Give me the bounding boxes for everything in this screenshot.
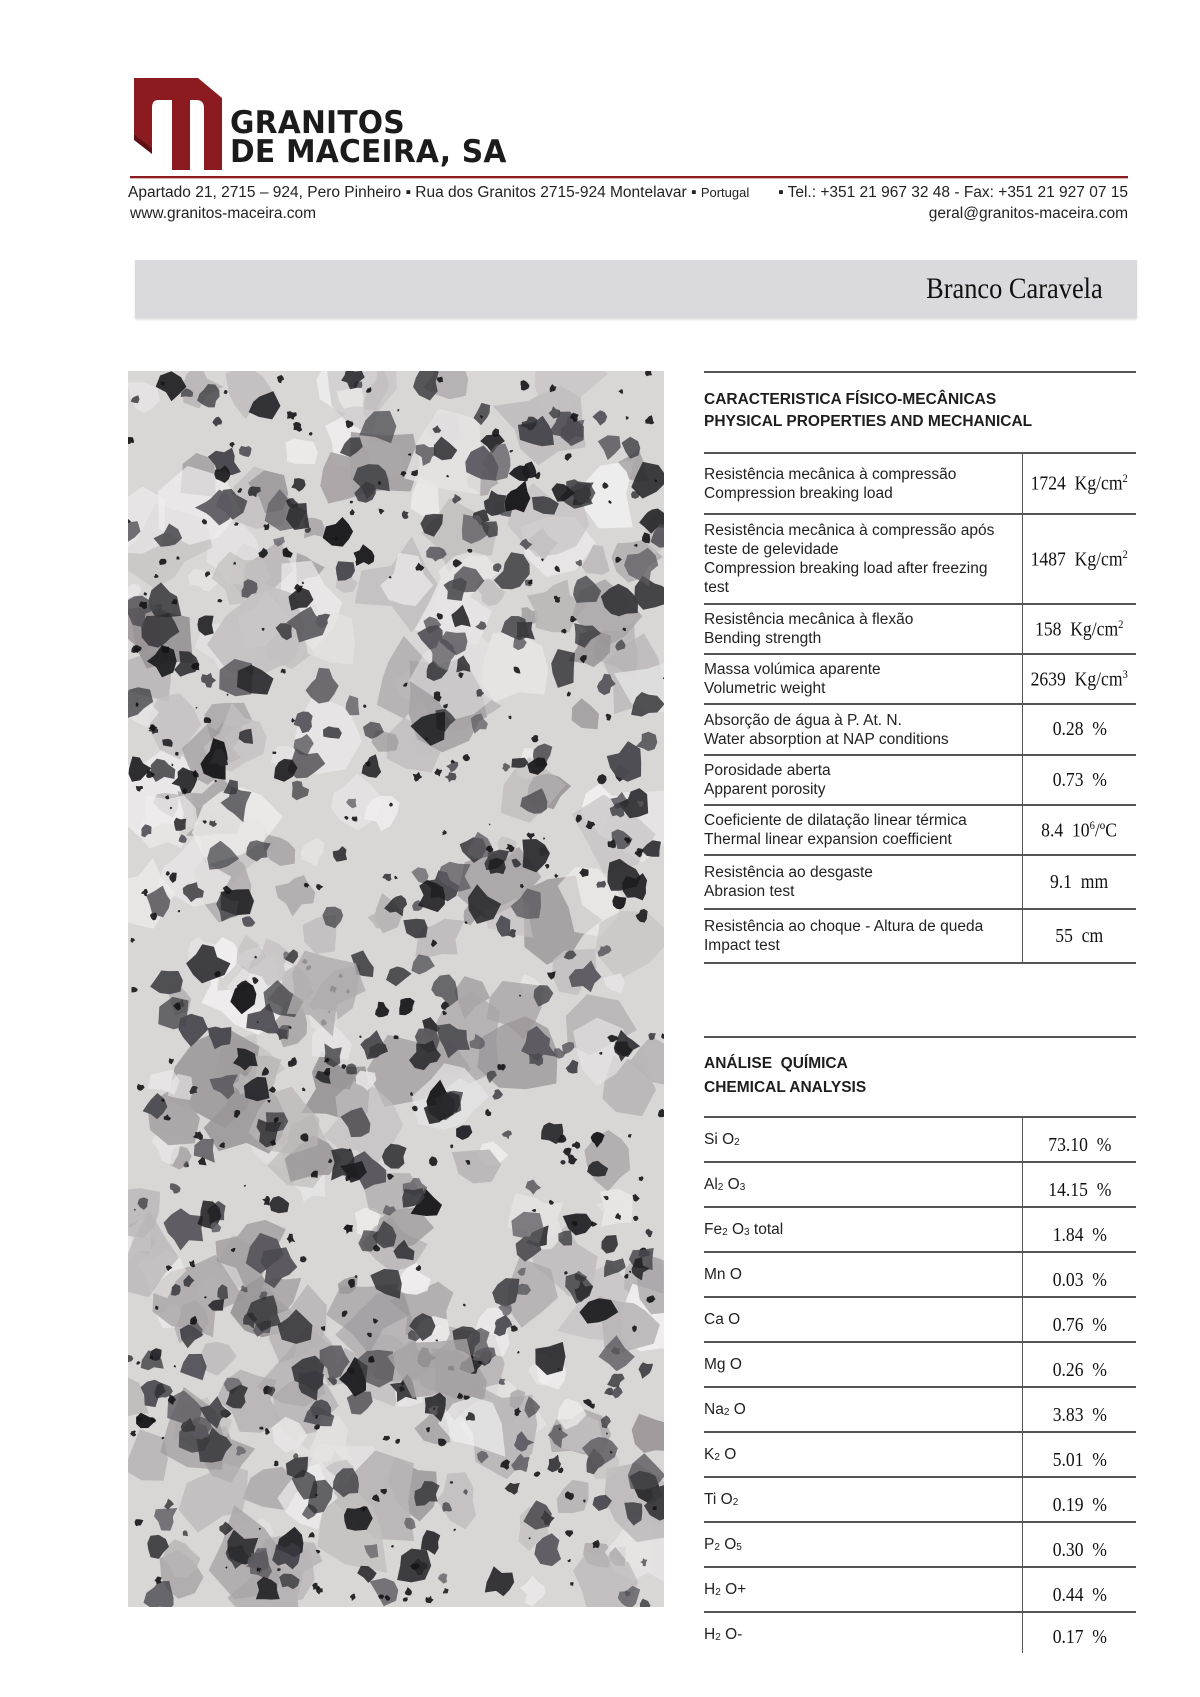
stone-name: Branco Caravela — [926, 272, 1103, 305]
property-value-cell — [1022, 515, 1136, 603]
compound-value: 0.19 — [1052, 1494, 1084, 1516]
compound-label — [704, 1388, 1022, 1431]
compound-part: Al — [704, 1176, 718, 1193]
compound-label — [704, 1568, 1022, 1611]
compound-subscript: 2 — [732, 1497, 739, 1508]
property-label-pt: Resistência mecânica à compressão após teste de gelevidade — [704, 522, 995, 558]
compound-part: O+ — [720, 1581, 747, 1598]
property-row — [704, 705, 1136, 756]
property-unit: Kg/cm — [1074, 668, 1123, 691]
compound-label — [704, 1208, 1022, 1251]
compound-part: O — [719, 1446, 737, 1463]
compound-part: Na — [704, 1401, 724, 1418]
compound-unit: % — [1091, 1404, 1107, 1426]
property-label — [704, 856, 1022, 908]
property-unit-suffix: /ºC — [1095, 819, 1118, 842]
compound-label — [704, 1613, 1022, 1653]
compound-value: 1.84 — [1052, 1224, 1084, 1246]
property-value-cell — [1022, 705, 1136, 754]
property-row — [704, 910, 1136, 964]
physical-heading — [704, 373, 1136, 452]
address: Apartado 21, 2715 – 924, Pero Pinheiro ▪ Rua dos Granitos 2715-924 Montelavar ▪ — [128, 184, 697, 201]
property-label — [704, 806, 1022, 854]
property-label-en: Water absorption at NAP conditions — [704, 730, 949, 748]
property-row — [704, 655, 1136, 705]
compound-value-cell — [1022, 1163, 1136, 1206]
physical-heading-en: PHYSICAL PROPERTIES AND MECHANICAL — [704, 413, 1033, 430]
compound-value: 5.01 — [1052, 1449, 1084, 1471]
compound-unit: % — [1091, 1626, 1107, 1648]
physical-properties-table — [704, 452, 1136, 964]
chemical-row — [704, 1208, 1136, 1253]
compound-value: 0.76 — [1052, 1314, 1084, 1336]
compound-value: 0.30 — [1052, 1539, 1084, 1561]
property-unit: % — [1091, 718, 1107, 740]
compound-unit: % — [1091, 1224, 1107, 1246]
property-label-en: Abrasion test — [704, 883, 795, 900]
compound-value: 73.10 — [1047, 1134, 1088, 1156]
compound-value: 0.26 — [1052, 1359, 1084, 1381]
property-label-pt: Massa volúmica aparente — [704, 661, 881, 678]
property-label — [704, 756, 1022, 804]
compound-unit: % — [1091, 1494, 1107, 1516]
chemical-row — [704, 1118, 1136, 1163]
property-unit: Kg/cm — [1074, 472, 1123, 495]
property-value: 0.73 — [1052, 768, 1084, 791]
email-link[interactable]: geral@granitos-maceira.com — [928, 205, 1128, 222]
property-value: 2639 — [1030, 668, 1067, 691]
property-label-en: Compression breaking load after freezing test — [704, 560, 988, 596]
title-bar — [135, 260, 1137, 318]
company-name — [230, 105, 507, 170]
compound-label — [704, 1478, 1022, 1521]
unit-superscript: 6 — [1090, 817, 1096, 832]
compound-unit: % — [1091, 1314, 1107, 1336]
compound-label — [704, 1118, 1022, 1161]
compound-value: 0.03 — [1052, 1269, 1084, 1291]
chemical-row — [704, 1343, 1136, 1388]
property-value-cell — [1022, 806, 1136, 854]
property-unit: cm — [1081, 924, 1104, 947]
property-row — [704, 515, 1136, 605]
property-unit: Kg/cm — [1074, 548, 1123, 571]
logo-mark-icon — [130, 78, 226, 170]
compound-unit: % — [1096, 1179, 1112, 1201]
property-label-pt: Resistência mecânica à compressão — [704, 465, 957, 483]
compound-value-cell — [1022, 1613, 1136, 1653]
property-label-en: Bending strength — [704, 630, 822, 647]
compound-value-cell — [1022, 1523, 1136, 1566]
property-value-cell — [1022, 605, 1136, 653]
property-label — [704, 705, 1022, 754]
compound-part: Fe — [704, 1221, 723, 1238]
compound-subscript: 5 — [736, 1542, 742, 1553]
compound-label — [704, 1253, 1022, 1296]
property-label — [704, 515, 1022, 603]
property-row — [704, 756, 1136, 806]
compound-subscript: 2 — [714, 1542, 720, 1553]
property-label — [704, 605, 1022, 653]
chemical-row — [704, 1568, 1136, 1613]
granite-texture — [128, 371, 664, 1607]
compound-subscript: 2 — [734, 1137, 740, 1148]
compound-part: O — [723, 1176, 740, 1193]
compound-value: 0.17 — [1052, 1626, 1084, 1648]
website-link[interactable]: www.granitos-maceira.com — [130, 205, 317, 222]
company-logo — [130, 78, 507, 174]
compound-value-cell — [1022, 1208, 1136, 1251]
compound-unit: % — [1091, 1584, 1107, 1606]
compound-label — [704, 1163, 1022, 1206]
property-unit: mm — [1081, 870, 1109, 893]
physical-properties-section — [704, 371, 1136, 964]
property-value: 1487 — [1030, 548, 1067, 571]
property-value-cell — [1022, 756, 1136, 804]
compound-part: Ca O — [704, 1311, 741, 1328]
compound-unit: % — [1091, 1269, 1107, 1291]
property-unit: % — [1091, 768, 1107, 791]
contact-address-line — [128, 184, 1128, 202]
compound-label — [704, 1343, 1022, 1386]
compound-part: Ti O — [704, 1491, 733, 1508]
property-row — [704, 605, 1136, 655]
chemical-row — [704, 1523, 1136, 1568]
chemical-row — [704, 1163, 1136, 1208]
compound-value-cell — [1022, 1298, 1136, 1341]
compound-value: 0.44 — [1052, 1584, 1084, 1606]
contact-web-line — [130, 205, 1128, 223]
property-row — [704, 856, 1136, 910]
property-value-cell — [1022, 856, 1136, 908]
property-unit: Kg/cm — [1070, 618, 1119, 641]
property-label-en: Volumetric weight — [704, 680, 826, 697]
property-label-pt: Resistência ao choque - Altura de queda — [704, 918, 984, 935]
compound-part: K — [704, 1446, 715, 1463]
property-label — [704, 454, 1022, 513]
property-label-pt: Porosidade aberta — [704, 762, 831, 779]
compound-part: Mg O — [704, 1356, 742, 1373]
company-name-line2: DE MACEIRA, SA — [230, 134, 507, 170]
property-label-pt: Absorção de água à P. At. N. — [704, 711, 902, 729]
property-row — [704, 454, 1136, 515]
compound-unit: % — [1091, 1359, 1107, 1381]
compound-subscript: 3 — [739, 1182, 746, 1193]
property-label — [704, 910, 1022, 962]
compound-value-cell — [1022, 1343, 1136, 1386]
property-label-en: Thermal linear expansion coefficient — [704, 831, 952, 848]
compound-part: O — [719, 1536, 737, 1553]
compound-value-cell — [1022, 1388, 1136, 1431]
compound-subscript: 2 — [715, 1632, 721, 1643]
compound-subscript: 2 — [723, 1407, 730, 1418]
header-rule-shadow — [130, 178, 1128, 179]
compound-value-cell — [1022, 1118, 1136, 1161]
physical-heading-pt: CARACTERISTICA FÍSICO-MECÂNICAS — [704, 391, 997, 408]
property-row — [704, 806, 1136, 856]
compound-value-cell — [1022, 1253, 1136, 1296]
unit-superscript: 2 — [1122, 546, 1129, 561]
compound-part: H — [704, 1626, 716, 1643]
compound-part: Si O — [704, 1131, 735, 1148]
phone-fax: ▪ Tel.: +351 21 967 32 48 - Fax: +351 21 927 07 15 — [778, 184, 1128, 201]
property-label-pt: Coeficiente de dilatação linear térmica — [704, 812, 967, 829]
compound-suffix: total — [749, 1221, 784, 1238]
chemical-row — [704, 1433, 1136, 1478]
compound-part: O — [729, 1401, 746, 1418]
compound-part: P — [704, 1536, 715, 1553]
country: Portugal — [700, 185, 750, 200]
chemical-analysis-table — [704, 1116, 1136, 1653]
compound-part: O — [727, 1221, 745, 1238]
chemical-heading-pt: ANÁLISE QUÍMICA — [704, 1055, 848, 1072]
compound-unit: % — [1091, 1449, 1107, 1471]
compound-value-cell — [1022, 1433, 1136, 1476]
chemical-row — [704, 1613, 1136, 1653]
property-label-pt: Resistência ao desgaste — [704, 864, 873, 881]
chemical-row — [704, 1253, 1136, 1298]
property-value-cell — [1022, 454, 1136, 513]
compound-value-cell — [1022, 1478, 1136, 1521]
chemical-row — [704, 1298, 1136, 1343]
property-label — [704, 655, 1022, 703]
property-label-en: Impact test — [704, 937, 780, 954]
compound-part: H — [704, 1581, 716, 1598]
compound-subscript: 2 — [717, 1182, 724, 1193]
chemical-heading-en: CHEMICAL ANALYSIS — [704, 1079, 867, 1096]
property-value-cell — [1022, 655, 1136, 703]
compound-subscript: 2 — [722, 1227, 728, 1238]
chemical-row — [704, 1478, 1136, 1523]
company-name-line1: GRANITOS — [230, 105, 405, 141]
unit-superscript: 2 — [1118, 616, 1124, 631]
compound-value: 14.15 — [1047, 1179, 1088, 1201]
property-label-pt: Resistência mecânica à flexão — [704, 611, 914, 628]
compound-subscript: 2 — [714, 1452, 720, 1463]
property-value: 0.28 — [1052, 718, 1084, 740]
compound-label — [704, 1433, 1022, 1476]
compound-unit: % — [1091, 1539, 1107, 1561]
property-value: 55 — [1055, 924, 1074, 947]
granite-sample-image — [128, 371, 664, 1607]
property-value: 9.1 — [1050, 870, 1073, 893]
property-value: 1724 — [1030, 472, 1067, 495]
compound-subscript: 2 — [715, 1587, 721, 1598]
chemical-analysis-section — [704, 1036, 1136, 1653]
compound-value: 3.83 — [1052, 1404, 1084, 1426]
compound-subscript: 3 — [744, 1227, 750, 1238]
compound-value-cell — [1022, 1568, 1136, 1611]
property-label-en: Apparent porosity — [704, 781, 826, 798]
property-value: 158 — [1035, 618, 1062, 641]
compound-part: O- — [720, 1626, 743, 1643]
compound-part: Mn O — [704, 1266, 742, 1283]
compound-label — [704, 1523, 1022, 1566]
compound-unit: % — [1096, 1134, 1112, 1156]
compound-label — [704, 1298, 1022, 1341]
unit-superscript: 3 — [1122, 666, 1129, 681]
property-value-cell — [1022, 910, 1136, 962]
unit-superscript: 2 — [1122, 471, 1129, 486]
chemical-heading — [704, 1038, 1136, 1116]
property-unit: 10 — [1072, 819, 1091, 842]
property-value: 8.4 — [1041, 819, 1064, 842]
chemical-row — [704, 1388, 1136, 1433]
property-label-en: Compression breaking load — [704, 484, 893, 502]
